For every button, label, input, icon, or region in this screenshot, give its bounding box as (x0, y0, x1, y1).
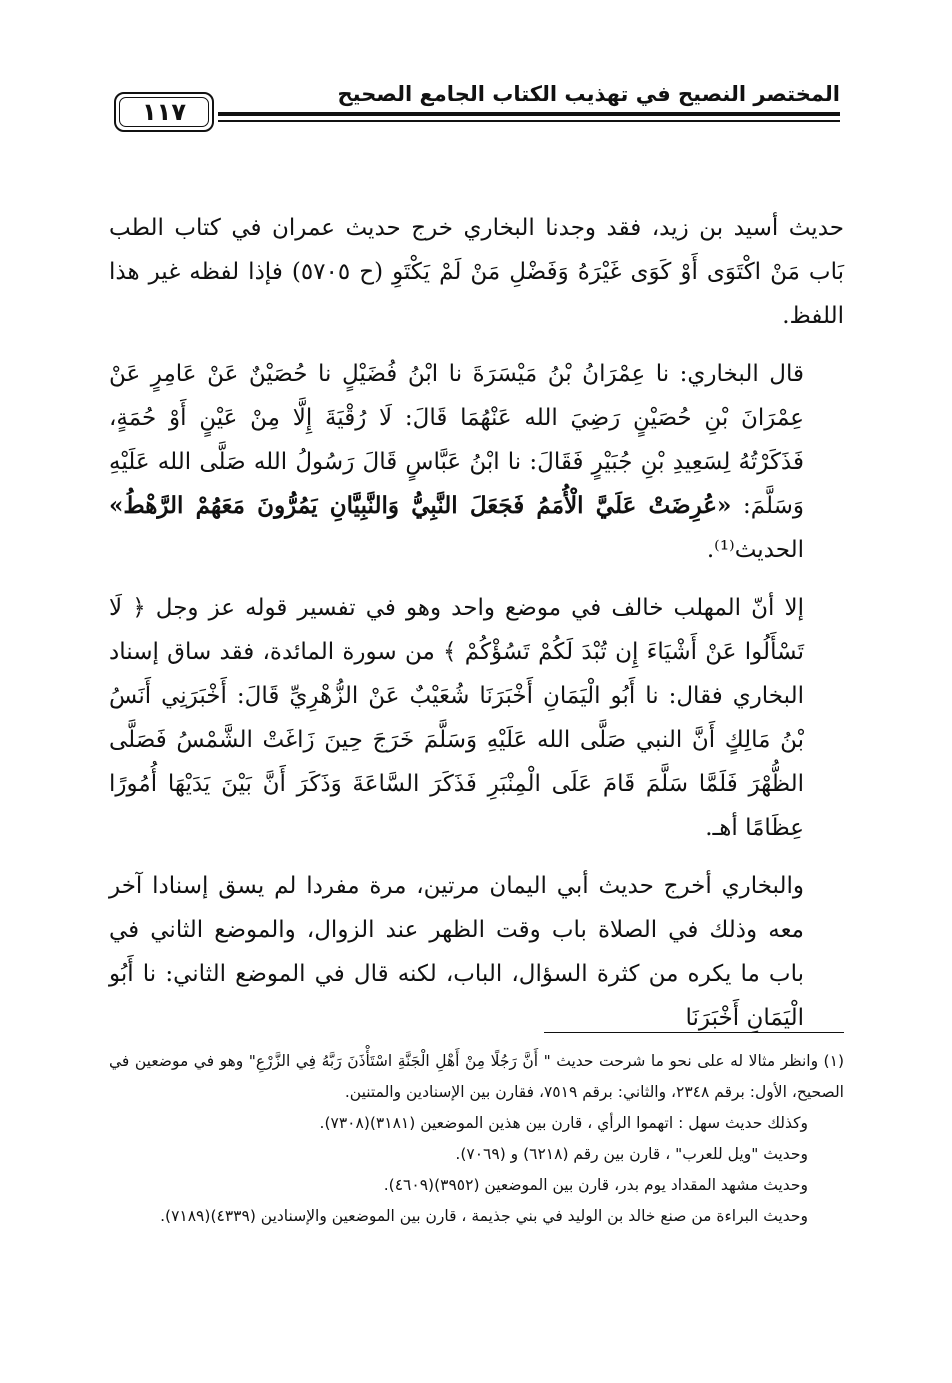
page-number-frame (114, 92, 214, 132)
paragraph-3: إلا أنّ المهلب خالف في موضع واحد وهو في تفسير قوله عز وجل ﴿ لَا تَسْأَلُوا عَنْ أَشْيَاءَ إِن تُبْدَ لَكُمْ تَسُؤْكُمْ ﴾ من سورة المائدة، فقد ساق إسناد البخاري فقال: نا أَبُو الْيَمَانِ أَخْبَرَنَا شُعَيْبٌ عَنْ الزُّهْرِيِّ قَالَ: أَخْبَرَنِي أَنَسُ بْنُ مَالِكٍ أَنَّ النبي صَلَّى الله عَلَيْهِ وَسَلَّمَ خَرَجَ حِينَ زَاغَتْ الشَّمْسُ فَصَلَّى الظُّهْرَ فَلَمَّا سَلَّمَ قَامَ عَلَى الْمِنْبَرِ فَذَكَرَ السَّاعَةَ وَذَكَرَ أَنَّ بَيْنَ يَدَيْهَا أُمُورًا عِظَامًا أهـ. (109, 595, 804, 841)
header-rule-thick (218, 112, 840, 116)
paragraph-1: حديث أسيد بن زيد، فقد وجدنا البخاري خرج حديث عمران في كتاب الطب بَاب مَنْ اكْتَوَى أَوْ كَوَى غَيْرَهُ وَفَضْلِ مَنْ لَمْ يَكْتَوِ (ح ٥٧٠٥) فإذا لفظه غير هذا اللفظ. (109, 215, 844, 329)
footnote-separator (544, 1032, 844, 1033)
main-text (109, 206, 844, 1054)
footnote-line: وحديث البراءة من صنع خالد بن الوليد في بني جذيمة ، قارن بين الموضعين والإسنادين (٤٣٣٩)(٧١٨٩). (160, 1207, 808, 1225)
paragraph-2 (109, 352, 844, 572)
page-number: ١١٧ (142, 98, 186, 126)
header-rule-thin (218, 120, 840, 122)
footnote-line: وحديث "ويل للعرب" ، قارن بين رقم (٦٢١٨) و (٧٠٦٩). (455, 1145, 808, 1163)
paragraph-2-end: الحديث⁽¹⁾. (706, 537, 804, 563)
footnote-line: وحديث مشهد المقداد يوم بدر، قارن بين الموضعين (٣٩٥٢)(٤٦٠٩). (383, 1176, 808, 1194)
book-title: المختصر النصيح في تهذيب الكتاب الجامع الصحيح (337, 82, 840, 106)
paragraph-2-intro: قال البخاري: نا عِمْرَانُ بْنُ مَيْسَرَةَ نا ابْنُ فُضَيْلٍ نا حُصَيْنٌ عَنْ عَامِرٍ عَنْ عِمْرَانَ بْنِ حُصَيْنٍ رَضِيَ الله عَنْهُمَا قَالَ: لَا رُقْيَةَ إِلَّا مِنْ عَيْنٍ أَوْ حُمَةٍ، فَذَكَرْتُهُ لِسَعِيدِ بْنِ جُبَيْرٍ فَقَالَ: نا ابْنُ عَبَّاسٍ قَالَ رَسُولُ الله صَلَّى الله عَلَيْهِ وَسَلَّمَ: (109, 361, 805, 519)
footnotes (109, 1046, 844, 1232)
hadith-text: «عُرِضَتْ عَلَيَّ الْأُمَمُ فَجَعَلَ النَّبِيُّ وَالنَّبِيَّانِ يَمُرُّونَ مَعَهُمْ الرَّهْطُ» (109, 492, 732, 519)
paragraph-4: والبخاري أخرج حديث أبي اليمان مرتين، مرة مفردا لم يسق إسنادا آخر معه وذلك في الصلاة باب وقت الظهر عند الزوال، والموضع الثاني في باب ما يكره من كثرة السؤال، الباب، لكنه قال في الموضع الثاني: نا أَبُو الْيَمَانِ أَخْبَرَنَا (109, 873, 804, 1031)
footnote-line: وكذلك حديث سهل : اتهموا الرأي ، قارن بين هذين الموضعين (٣١٨١)(٧٣٠٨). (319, 1114, 808, 1132)
footnote-1: (١) وانظر مثالا له على نحو ما شرحت حديث " أَنَّ رَجُلًا مِنْ أَهْلِ الْجَنَّةِ اسْتَأْذَنَ رَبَّهُ فِي الزَّرْعِ" وهو في موضعين في الصحيح، الأول: برقم ٢٣٤٨، والثاني: برقم ٧٥١٩، فقارن بين الإسنادين والمتنين. (109, 1052, 844, 1101)
running-header (108, 78, 840, 138)
